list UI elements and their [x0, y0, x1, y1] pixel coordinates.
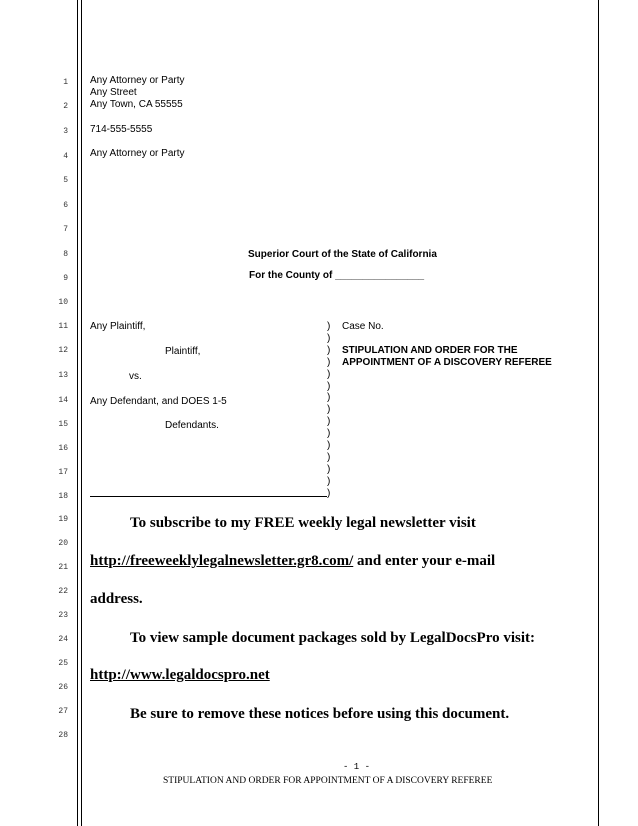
versus: vs.	[129, 371, 142, 382]
caption-paren: )	[327, 440, 331, 451]
left-margin-rule-inner	[81, 0, 82, 826]
caption-paren: )	[327, 332, 331, 344]
line-number: 5	[63, 176, 68, 185]
line-number: 28	[58, 731, 68, 740]
case-number-label: Case No.	[342, 321, 384, 332]
line-number: 1	[63, 78, 68, 87]
caption-paren: )	[327, 368, 331, 380]
line-number: 26	[58, 683, 68, 692]
line-number: 12	[58, 346, 68, 355]
notice-newsletter-line	[90, 553, 495, 570]
plaintiff-name: Any Plaintiff,	[90, 321, 146, 332]
line-number: 3	[63, 127, 68, 136]
defendant-role: Defendants.	[165, 420, 219, 431]
line-number: 6	[63, 201, 68, 210]
notice-remove: Be sure to remove these notices before using this document.	[130, 706, 510, 722]
document-title-line2: APPOINTMENT OF A DISCOVERY REFEREE	[342, 357, 552, 368]
caption-underline	[90, 496, 327, 497]
court-name: Superior Court of the State of California	[248, 249, 437, 260]
legaldocspro-link[interactable]: http://www.legaldocspro.net	[90, 667, 270, 683]
line-number: 16	[58, 444, 68, 453]
line-number: 11	[58, 322, 68, 331]
caption-paren: )	[327, 356, 331, 368]
line-number: 14	[58, 396, 68, 405]
line-number: 20	[58, 539, 68, 548]
caption-paren: )	[327, 321, 331, 332]
line-number: 8	[63, 250, 68, 259]
attorney-for: Any Attorney or Party	[90, 148, 185, 159]
attorney-phone: 714-555-5555	[90, 124, 153, 135]
page-number: - 1 -	[343, 762, 371, 772]
line-number: 9	[63, 274, 68, 283]
line-number: 27	[58, 707, 68, 716]
line-number: 23	[58, 611, 68, 620]
attorney-name: Any Attorney or Party	[90, 75, 185, 86]
line-number: 2	[63, 102, 68, 111]
notice-address: address.	[90, 591, 143, 607]
caption-paren: )	[327, 428, 331, 440]
caption-paren: )	[327, 451, 331, 463]
attorney-city: Any Town, CA 55555	[90, 99, 183, 110]
caption-paren: )	[327, 416, 331, 428]
document-title-line1: STIPULATION AND ORDER FOR THE	[342, 345, 518, 356]
caption-paren: )	[327, 392, 331, 404]
line-number: 18	[58, 492, 68, 501]
line-number: 13	[58, 371, 68, 380]
defendant-name: Any Defendant, and DOES 1-5	[90, 396, 227, 407]
right-margin-rule	[598, 0, 599, 826]
plaintiff-role: Plaintiff,	[165, 346, 201, 357]
notice-subscribe: To subscribe to my FREE weekly legal newsletter visit	[130, 515, 476, 531]
notice-email-text: and enter your e-mail	[353, 553, 496, 569]
caption-paren: )	[327, 404, 331, 416]
attorney-street: Any Street	[90, 87, 137, 98]
line-number: 17	[58, 468, 68, 477]
line-number: 10	[58, 298, 68, 307]
newsletter-link[interactable]: http://freeweeklylegalnewsletter.gr8.com/	[90, 553, 354, 569]
line-number: 15	[58, 420, 68, 429]
line-number: 19	[58, 515, 68, 524]
caption-paren: )	[327, 463, 331, 475]
line-number: 24	[58, 635, 68, 644]
left-margin-rule-outer	[77, 0, 78, 826]
caption-paren: )	[327, 487, 331, 499]
line-number: 7	[63, 225, 68, 234]
footer-title: STIPULATION AND ORDER FOR APPOINTMENT OF A DISCOVERY REFEREE	[163, 776, 493, 786]
line-number: 4	[63, 152, 68, 161]
line-number: 21	[58, 563, 68, 572]
court-county: For the County of ________________	[249, 270, 425, 281]
caption-paren: )	[327, 475, 331, 487]
caption-paren: )	[327, 380, 331, 392]
line-number: 25	[58, 659, 68, 668]
line-number: 22	[58, 587, 68, 596]
notice-view-samples: To view sample document packages sold by LegalDocsPro visit:	[130, 630, 536, 646]
caption-paren: )	[327, 344, 331, 356]
